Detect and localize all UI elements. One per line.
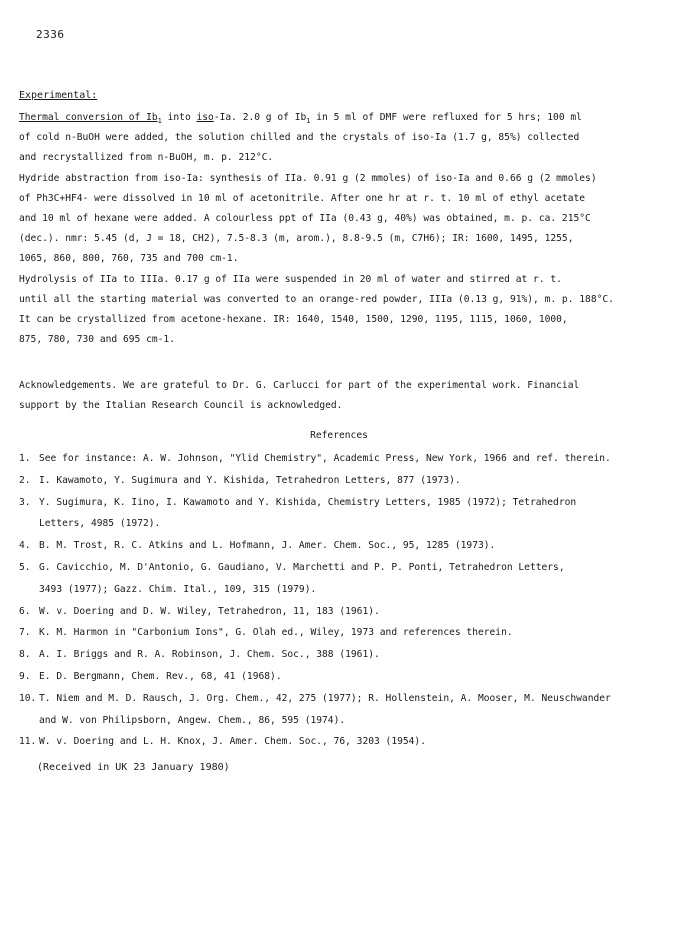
acknowledgements	[19, 376, 659, 416]
exp-line-6: and 10 ml of hexane were added. A colourless ppt of IIa (0.43 g, 40%) was obtained, m. p. ca. 215°C	[19, 212, 591, 224]
reference-item-cont: Letters, 4985 (1972).	[39, 518, 161, 530]
reference-item: 4. B. M. Trost, R. C. Atkins and L. Hofmann, J. Amer. Chem. Soc., 95, 1285 (1973).	[19, 540, 496, 552]
reference-item: 1. See for instance: A. W. Johnson, "Ylid Chemistry", Academic Press, New York, 1966 and ref. therein.	[19, 453, 611, 464]
exp-line-12: 875, 780, 730 and 695 cm-1.	[19, 334, 175, 346]
exp-subscript: 1	[306, 116, 311, 125]
exp-line-4: Hydride abstraction from iso-Ia: synthesis of IIa. 0.91 g (2 mmoles) of iso-Ia and 0.66 g (2 mmoles)	[19, 172, 597, 184]
reference-item-cont: 3493 (1977); Gazz. Chim. Ital., 109, 315 (1979).	[39, 583, 317, 595]
reference-item-cont: and W. von Philipsborn, Angew. Chem., 86, 595 (1974).	[39, 714, 346, 726]
experimental-section	[19, 86, 659, 106]
exp-subhead-thermal: Thermal conversion of Ib	[19, 112, 158, 123]
exp-text: into	[161, 112, 197, 123]
exp-text: in 5 ml of DMF were refluxed for 5 hrs; 100 ml	[310, 112, 582, 123]
exp-line-1	[19, 108, 659, 128]
reference-item: 3. Y. Sugimura, K. Iino, I. Kawamoto and Y. Kishida, Chemistry Letters, 1985 (1972); Tetrahedron	[19, 496, 577, 508]
exp-subscript: 1	[157, 116, 162, 125]
exp-line-8: 1065, 860, 800, 760, 735 and 700 cm-1.	[19, 253, 239, 265]
references-heading: References	[310, 430, 368, 441]
ack-line-2: support by the Italian Research Council is acknowledged.	[19, 400, 343, 412]
exp-line-7: (dec.). nmr: 5.45 (d, J = 18, CH2), 7.5-8.3 (m, arom.), 8.8-9.5 (m, C7H6); IR: 1600, 1495, 1255,	[19, 233, 574, 245]
reference-item: 10. T. Niem and M. D. Rausch, J. Org. Chem., 42, 275 (1977); R. Hollenstein, A. Mooser, M. Neuschwander	[19, 692, 611, 704]
exp-line-5: of Ph3C+HF4- were dissolved in 10 ml of acetonitrile. After one hr at r. t. 10 ml of ethyl acetate	[19, 192, 586, 204]
reference-item: 7. K. M. Harmon in "Carbonium Ions", G. Olah ed., Wiley, 1973 and references therein.	[19, 627, 513, 639]
exp-text: -Ia. 2.0 g of Ib	[213, 112, 307, 123]
experimental-heading: Experimental:	[19, 90, 98, 101]
exp-line-3: and recrystallized from n-BuOH, m. p. 212°C.	[19, 152, 274, 164]
reference-item: 6. W. v. Doering and D. W. Wiley, Tetrahedron, 11, 183 (1961).	[19, 605, 380, 617]
exp-line-9: Hydrolysis of IIa to IIIa. 0.17 g of IIa were suspended in 20 ml of water and stirred at r. t.	[19, 273, 562, 285]
reference-item: 11. W. v. Doering and L. H. Knox, J. Amer. Chem. Soc., 76, 3203 (1954).	[19, 736, 426, 748]
experimental-body	[19, 108, 659, 350]
exp-iso: iso	[196, 112, 214, 123]
ack-line-1: Acknowledgements. We are grateful to Dr. G. Carlucci for part of the experimental work. Financial	[19, 380, 580, 391]
reference-item: 5. G. Cavicchio, M. D'Antonio, G. Gaudiano, V. Marchetti and P. P. Ponti, Tetrahedron Letters,	[19, 561, 565, 573]
received-date: (Received in UK 23 January 1980)	[37, 762, 230, 773]
reference-item: 8. A. I. Briggs and R. A. Robinson, J. Chem. Soc., 388 (1961).	[19, 649, 380, 661]
references-list	[19, 448, 659, 753]
exp-line-2: of cold n-BuOH were added, the solution chilled and the crystals of iso-Ia (1.7 g, 85%) collected	[19, 132, 580, 144]
exp-line-11: It can be crystallized from acetone-hexane. IR: 1640, 1540, 1500, 1290, 1195, 1115, 1060, 1000,	[19, 313, 568, 325]
reference-item: 9. E. D. Bergmann, Chem. Rev., 68, 41 (1968).	[19, 670, 282, 682]
exp-line-10: until all the starting material was converted to an orange-red powder, IIIa (0.13 g, 91%), m. p. 188°C.	[19, 293, 614, 305]
page-number: 2336	[36, 28, 65, 41]
reference-item: 2. I. Kawamoto, Y. Sugimura and Y. Kishida, Tetrahedron Letters, 877 (1973).	[19, 474, 461, 486]
